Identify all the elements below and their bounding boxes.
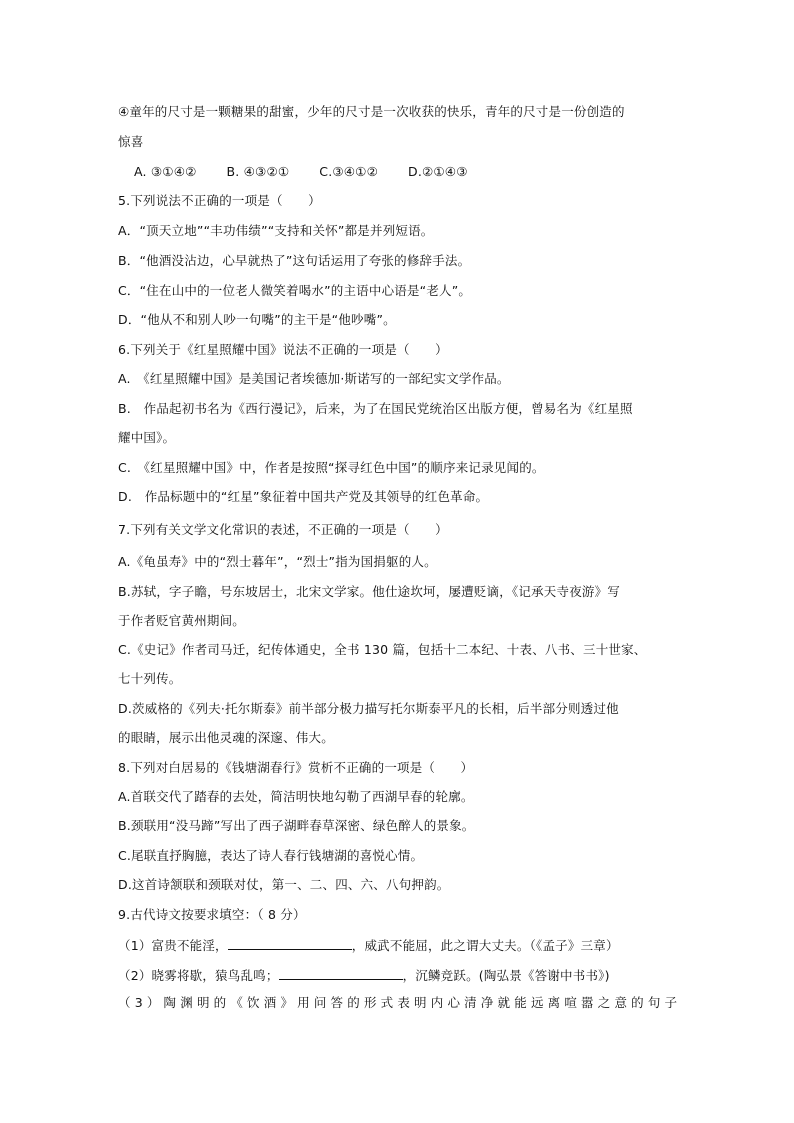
q5-option-b: B．“他酒没沾边，心早就热了”这句话运用了夸张的修辞手法。: [118, 253, 471, 268]
q5-stem: 5.下列说法不正确的一项是（ ）: [118, 193, 321, 208]
q9-item-1-after: ，威武不能屈，此之谓大丈夫。（《孟子》三章）: [351, 938, 619, 953]
q5-option-c: C．“住在山中的一位老人微笑着喝水”的主语中心语是“老人”。: [118, 283, 472, 298]
q6-option-b-line-2: 耀中国》。: [118, 430, 176, 445]
q7-option-b-line-1: B.苏轼，字子瞻，号东坡居士，北宋文学家。他仕途坎坷，屡遭贬谪，《记承天寺夜游》写: [118, 584, 621, 599]
q4-option-c: C.③④①②: [319, 164, 378, 179]
q7-option-a: A.《龟虽寿》中的“烈士暮年”，“烈士”指为国捐躯的人。: [118, 554, 437, 569]
q4-option-d: D.②①④③: [408, 164, 468, 179]
q5-option-d: D．“他从不和别人吵一句嘴”的主干是“他吵嘴”。: [118, 312, 396, 327]
q7-option-d-line-1: D.茨威格的《列夫·托尔斯泰》前半部分极力描写托尔斯泰平凡的长相，后半部分则透过他: [118, 701, 619, 716]
q6-stem: 6.下列关于《红星照耀中国》说法不正确的一项是（ ）: [118, 342, 448, 357]
q9-item-2-blank[interactable]: [279, 965, 403, 980]
q6-option-b-line-1: B. 作品起初书名为《西行漫记》，后来，为了在国民党统治区出版方便，曾易名为《红星照: [118, 401, 633, 416]
q8-option-b: B.颈联用“没马蹄”写出了西子湖畔春草深密、绿色醉人的景象。: [118, 818, 475, 833]
q8-option-d: D.这首诗颔联和颈联对仗，第一、二、四、六、八句押韵。: [118, 877, 450, 892]
q9-item-2-after: ，沉鳞竞跃。(陶弘景《答谢中书书》): [402, 968, 610, 983]
q8-option-c: C.尾联直抒胸臆，表达了诗人春行钱塘湖的喜悦心情。: [118, 848, 424, 863]
q9-item-1: [118, 935, 619, 955]
q9-item-1-blank[interactable]: [228, 935, 352, 950]
q8-stem: 8.下列对白居易的《钱塘湖春行》赏析不正确的一项是（ ）: [118, 760, 474, 775]
q9-item-1-before: （1）富贵不能淫，: [118, 938, 228, 953]
q7-stem: 7.下列有关文学文化常识的表述，不正确的一项是（ ）: [118, 522, 448, 537]
q7-option-b-line-2: 于作者贬官黄州期间。: [118, 613, 246, 628]
q6-option-a: A. 《红星照耀中国》是美国记者埃德加·斯诺写的一部纪实文学作品。: [118, 371, 510, 386]
q9-item-2-before: （2）晓雾将歇，猿鸟乱鸣；: [118, 968, 279, 983]
q7-option-c-line-1: C.《史记》作者司马迁，纪传体通史，全书 130 篇，包括十二本纪、十表、八书、三十世家、: [118, 642, 647, 657]
q7-option-c-line-2: 七十列传。: [118, 671, 182, 686]
q6-option-d: D. 作品标题中的“红星”象征着中国共产党及其领导的红色革命。: [118, 489, 489, 504]
q6-option-c: C. 《红星照耀中国》中，作者是按照“探寻红色中国”的顺序来记录见闻的。: [118, 460, 545, 475]
q4-answer-options: [134, 163, 468, 181]
q4-option-b: B. ④③②①: [226, 164, 290, 179]
q9-stem: 9.古代诗文按要求填空：（ 8 分）: [118, 907, 306, 922]
q4-option-a: A. ③①④②: [134, 164, 197, 179]
q8-option-a: A.首联交代了踏春的去处，简洁明快地勾勒了西湖早春的轮廓。: [118, 789, 474, 804]
q4-option-line-1: ④童年的尺寸是一颗糖果的甜蜜，少年的尺寸是一次收获的快乐，青年的尺寸是一份创造的: [118, 104, 625, 119]
q5-option-a: A．“顶天立地”“丰功伟绩”“支持和关怀”都是并列短语。: [118, 223, 434, 238]
q9-item-3: （3）陶渊明的《饮酒》用问答的形式表明内心清净就能远离喧嚣之意的句子: [118, 995, 682, 1010]
q7-option-d-line-2: 的眼睛，展示出他灵魂的深邃、伟大。: [118, 730, 334, 745]
q4-option-line-2: 惊喜: [118, 134, 144, 149]
q9-item-2: [118, 965, 610, 985]
